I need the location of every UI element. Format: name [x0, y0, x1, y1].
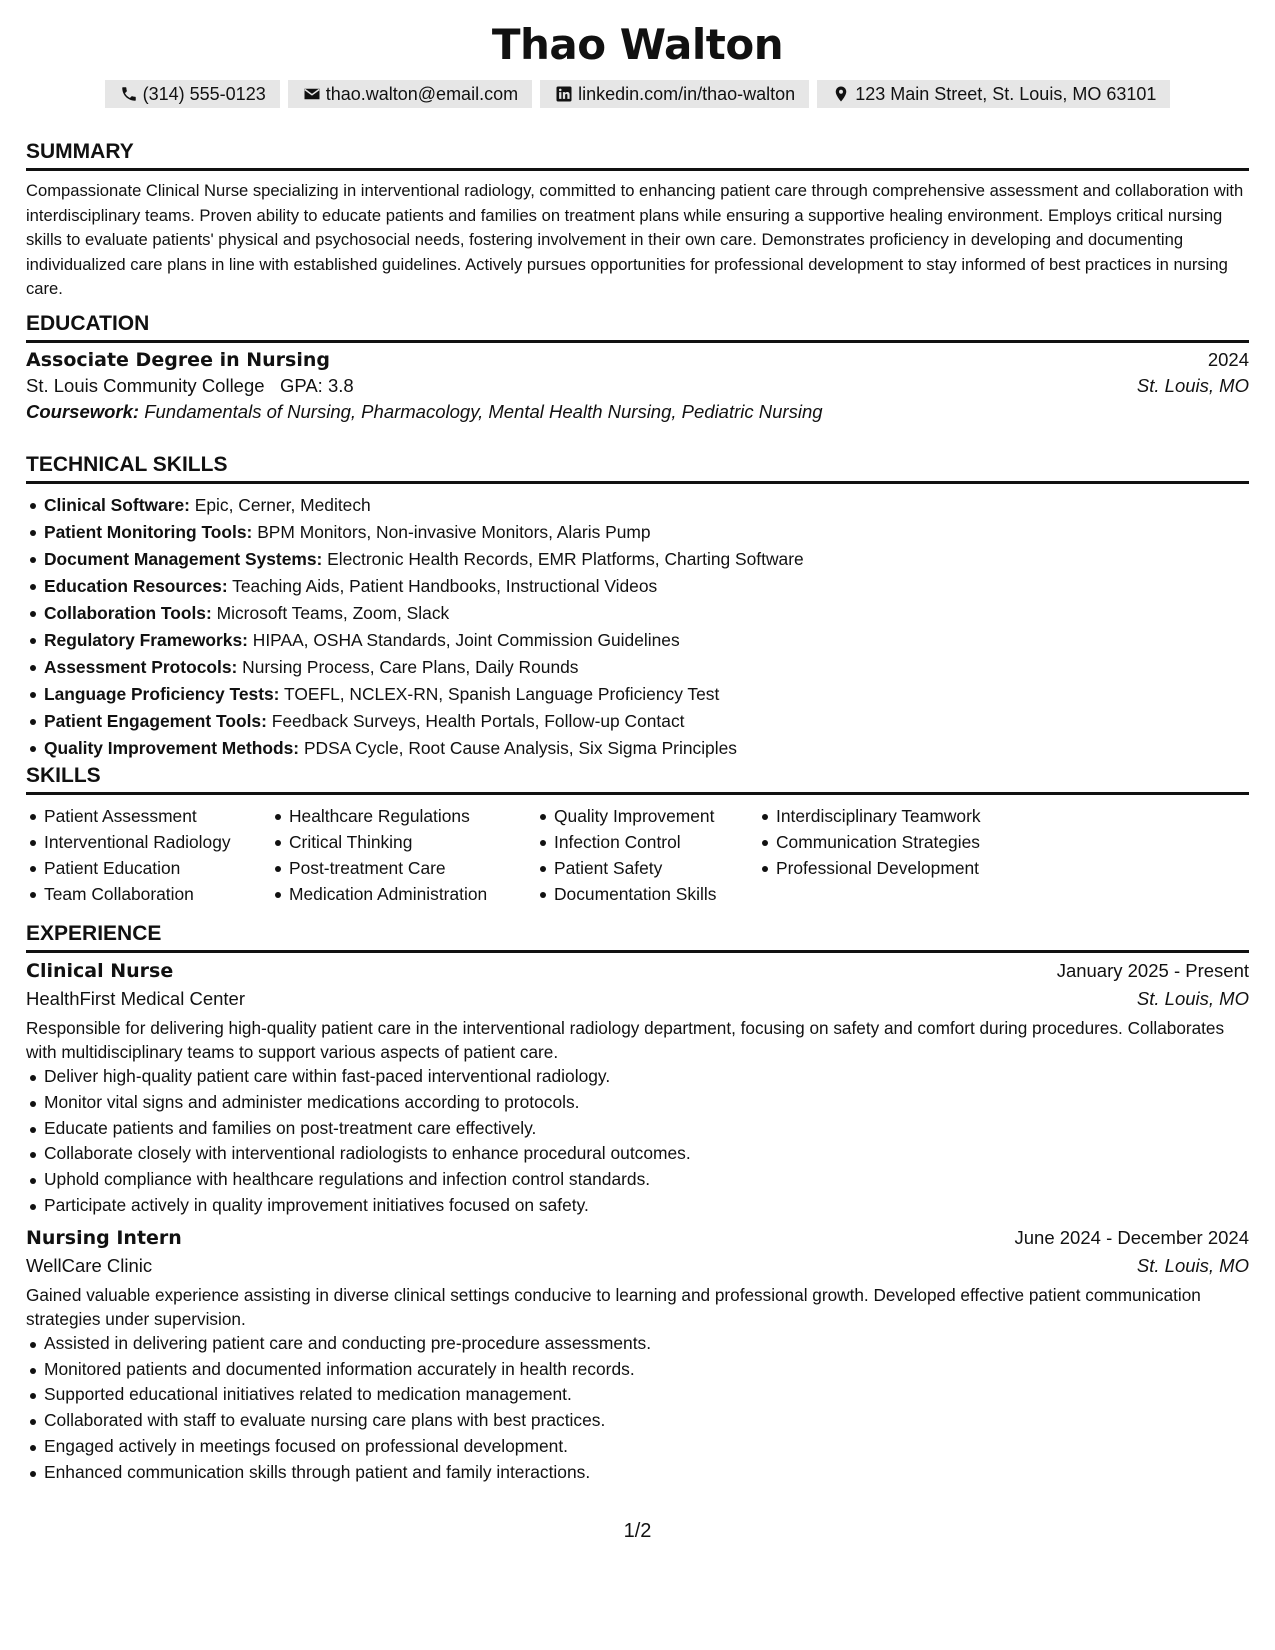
education-row — [26, 349, 1249, 371]
list-item: Post-treatment Care — [271, 855, 536, 881]
skill-value: Epic, Cerner, Meditech — [194, 495, 371, 515]
skills-section — [26, 762, 1249, 907]
phone-text: (314) 555-0123 — [142, 83, 266, 104]
job-title: Nursing Intern — [26, 1226, 182, 1249]
list-item: Team Collaboration — [26, 881, 271, 907]
email-text: thao.walton@email.com — [325, 83, 519, 104]
list-item: Medication Administration — [271, 881, 536, 907]
school-row — [26, 375, 1249, 397]
list-item — [26, 627, 1249, 654]
list-item: Critical Thinking — [271, 829, 536, 855]
summary-section — [26, 138, 1249, 302]
skill-label: Quality Improvement Methods: — [44, 738, 300, 758]
skill-label: Patient Monitoring Tools: — [44, 522, 253, 542]
list-item: Deliver high-quality patient care within fast-paced interventional radiology. — [26, 1064, 1249, 1090]
job-organization: WellCare Clinic — [26, 1254, 153, 1276]
job-bullets — [26, 1064, 1249, 1219]
skill-value: Feedback Surveys, Health Portals, Follow-up Contact — [271, 711, 685, 731]
page-number: 1/2 — [623, 1520, 652, 1542]
list-item: Uphold compliance with healthcare regulations and infection control standards. — [26, 1167, 1249, 1193]
school-name: St. Louis Community College — [26, 375, 265, 396]
coursework-list: Fundamentals of Nursing, Pharmacology, Mental Health Nursing, Pediatric Nursing — [144, 401, 823, 422]
list-item: Collaborated with staff to evaluate nursing care plans with best practices. — [26, 1408, 1249, 1434]
degree-title: Associate Degree in Nursing — [26, 349, 330, 371]
skill-value: Teaching Aids, Patient Handbooks, Instructional Videos — [232, 576, 658, 596]
skill-value: HIPAA, OSHA Standards, Joint Commission Guidelines — [252, 630, 680, 650]
graduation-year: 2024 — [1207, 349, 1249, 370]
list-item: Assisted in delivering patient care and conducting pre-procedure assessments. — [26, 1331, 1249, 1357]
skill-label: Document Management Systems: — [44, 549, 323, 569]
skills-heading: SKILLS — [26, 762, 1249, 795]
job-org-row — [26, 1255, 1249, 1277]
list-item: Monitored patients and documented information accurately in health records. — [26, 1357, 1249, 1383]
summary-text: Compassionate Clinical Nurse specializing in interventional radiology, committed to enhancing patient care through comprehensive assessment and collaboration with interdisciplinary teams. Proven ability to educate patients and families on treatment plans while ensuring a supportive healing environment. Employs critical nursing skills to evaluate patients' physical and psychosocial needs, fostering involvement in their own care. Demonstrates proficiency in developing and documenting individualized care plans in line with established guidelines. Actively pursues opportunities for professional development to stay informed of best practices in nursing care. — [26, 181, 1244, 298]
list-item: Educate patients and families on post-treatment care effectively. — [26, 1116, 1249, 1142]
skill-value: PDSA Cycle, Root Cause Analysis, Six Sigma Principles — [303, 738, 737, 758]
skill-label: Regulatory Frameworks: — [44, 630, 248, 650]
email-chip[interactable] — [288, 80, 532, 108]
skill-value: TOEFL, NCLEX-RN, Spanish Language Proficiency Test — [284, 684, 720, 704]
technical-skills-heading: TECHNICAL SKILLS — [26, 451, 1249, 484]
list-item: Enhanced communication skills through patient and family interactions. — [26, 1460, 1249, 1486]
list-item: Supported educational initiatives related to medication management. — [26, 1382, 1249, 1408]
list-item — [26, 573, 1249, 600]
list-item — [26, 654, 1249, 681]
list-item: Communication Strategies — [758, 829, 1018, 855]
list-item: Healthcare Regulations — [271, 803, 536, 829]
experience-section — [26, 920, 1249, 1486]
address-text: 123 Main Street, St. Louis, MO 63101 — [855, 83, 1157, 104]
technical-skills-section — [26, 451, 1249, 762]
list-item: Collaborate closely with interventional radiologists to enhance procedural outcomes. — [26, 1141, 1249, 1167]
skill-value: Microsoft Teams, Zoom, Slack — [216, 603, 450, 623]
skills-column-4 — [758, 803, 1018, 907]
list-item: Infection Control — [536, 829, 758, 855]
skill-label: Clinical Software: — [44, 495, 190, 515]
job-entry — [26, 960, 1249, 1219]
job-org-row — [26, 988, 1249, 1010]
job-location: St. Louis, MO — [1136, 988, 1249, 1009]
experience-heading: EXPERIENCE — [26, 920, 1249, 953]
list-item: Monitor vital signs and administer medications according to protocols. — [26, 1090, 1249, 1116]
contact-bar — [85, 80, 1190, 108]
list-item: Patient Education — [26, 855, 271, 881]
list-item — [26, 492, 1249, 519]
list-item: Interdisciplinary Teamwork — [758, 803, 1018, 829]
linkedin-text: linkedin.com/in/thao-walton — [578, 83, 796, 104]
summary-heading: SUMMARY — [26, 138, 1249, 171]
job-bullets — [26, 1331, 1249, 1486]
school-line — [26, 375, 354, 397]
school-location: St. Louis, MO — [1136, 375, 1249, 396]
linkedin-icon — [554, 84, 574, 104]
skill-label: Patient Engagement Tools: — [44, 711, 267, 731]
skills-grid — [26, 803, 1249, 907]
address-chip[interactable] — [817, 80, 1170, 108]
job-dates: June 2024 - December 2024 — [1014, 1226, 1249, 1248]
technical-skills-list — [26, 492, 1249, 762]
list-item: Participate actively in quality improvement initiatives focused on safety. — [26, 1193, 1249, 1219]
list-item: Interventional Radiology — [26, 829, 271, 855]
linkedin-chip[interactable] — [540, 80, 809, 108]
skill-label: Assessment Protocols: — [44, 657, 238, 677]
list-item: Engaged actively in meetings focused on professional development. — [26, 1434, 1249, 1460]
list-item — [26, 546, 1249, 573]
phone-chip[interactable] — [105, 80, 280, 108]
skills-column-1 — [26, 803, 271, 907]
envelope-icon — [302, 84, 322, 104]
list-item: Patient Assessment — [26, 803, 271, 829]
job-description: Responsible for delivering high-quality patient care in the interventional radiology department, focusing on safety and comfort during procedures. Collaborates with multidisciplinary teams to support various aspects of patient care. — [26, 1018, 1225, 1062]
skill-label: Collaboration Tools: — [44, 603, 212, 623]
list-item: Professional Development — [758, 855, 1018, 881]
skill-value: BPM Monitors, Non-invasive Monitors, Alaris Pump — [257, 522, 651, 542]
list-item: Patient Safety — [536, 855, 758, 881]
skill-value: Electronic Health Records, EMR Platforms, Charting Software — [327, 549, 804, 569]
coursework-line — [26, 401, 1249, 423]
list-item — [26, 519, 1249, 546]
job-dates: January 2025 - Present — [1056, 960, 1249, 981]
map-pin-icon — [831, 84, 851, 104]
gpa: GPA: 3.8 — [279, 375, 354, 396]
skill-label: Language Proficiency Tests: — [44, 684, 280, 704]
education-section — [26, 310, 1249, 423]
phone-icon — [119, 84, 139, 104]
job-title-row — [26, 960, 1249, 982]
job-organization: HealthFirst Medical Center — [26, 988, 245, 1009]
job-title-row — [26, 1227, 1249, 1249]
job-location: St. Louis, MO — [1136, 1254, 1249, 1276]
skills-column-2 — [271, 803, 536, 907]
skill-label: Education Resources: — [44, 576, 228, 596]
list-item — [26, 735, 1249, 762]
candidate-name: Thao Walton — [491, 20, 784, 69]
job-title: Clinical Nurse — [26, 960, 174, 982]
skill-value: Nursing Process, Care Plans, Daily Rounds — [242, 657, 579, 677]
list-item: Quality Improvement — [536, 803, 758, 829]
list-item — [26, 600, 1249, 627]
job-entry — [26, 1227, 1249, 1486]
job-description: Gained valuable experience assisting in diverse clinical settings conducive to learning and professional growth. Developed effective patient communication strategies under supervision. — [26, 1284, 1201, 1329]
list-item: Documentation Skills — [536, 881, 758, 907]
education-heading: EDUCATION — [26, 310, 1249, 343]
list-item — [26, 708, 1249, 735]
skills-column-3 — [536, 803, 758, 907]
list-item — [26, 681, 1249, 708]
coursework-label: Coursework: — [26, 401, 140, 422]
